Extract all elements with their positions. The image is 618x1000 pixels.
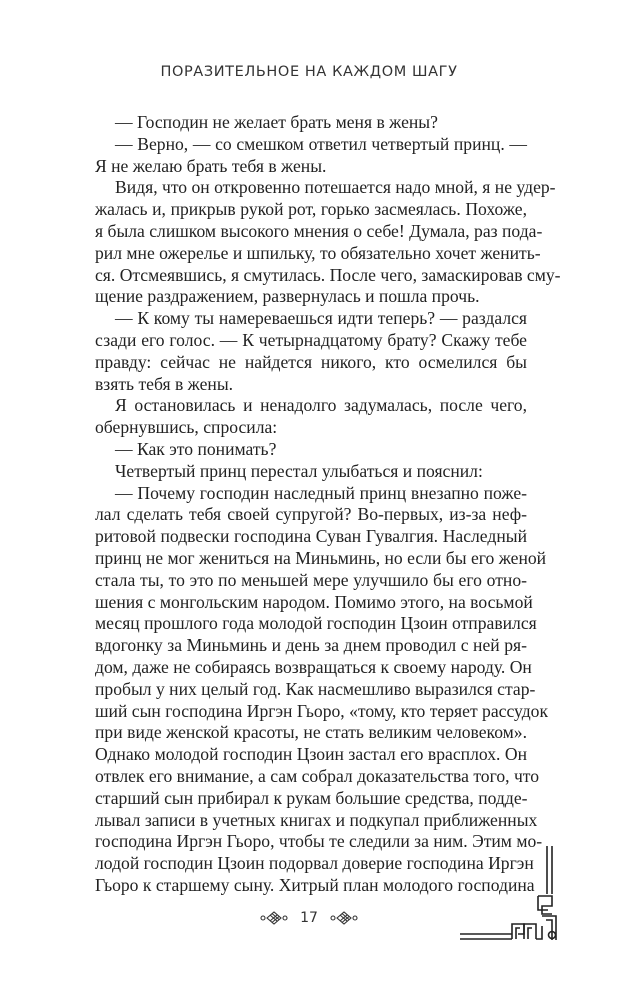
- text-line: старший сын прибирал к рукам большие средства, подде-: [95, 787, 528, 808]
- text-line: ся. Отсмеявшись, я смутилась. После чего, замаскировав сму-: [95, 264, 561, 285]
- text-line: принц не мог жениться на Миньминь, но если бы его женой: [95, 547, 547, 568]
- text-line: при виде женской красоты, не стать великим человеком».: [95, 722, 527, 743]
- corner-ornament-icon: [460, 844, 570, 944]
- text-line: Гьоро к старшему сыну. Хитрый план молодого господина: [95, 874, 535, 895]
- text-line: — К кому ты намереваешься идти теперь? — раздался: [115, 308, 527, 329]
- text-line: жалась и, прикрыв рукой рот, горько засмеялась. Похоже,: [95, 199, 527, 220]
- page-number: 17: [300, 910, 318, 926]
- running-title: ПОРАЗИТЕЛЬНОЕ НА КАЖДОМ ШАГУ: [160, 64, 458, 80]
- text-line: господина Иргэн Гьоро, чтобы те следили за ним. Этим мо-: [95, 831, 543, 852]
- text-line: правду: сейчас не найдется никого, кто осмелился бы: [95, 351, 527, 372]
- text-line: лывал записи в учетных книгах и подкупал приближенных: [95, 809, 538, 830]
- text-line: я была слишком высокого мнения о себе! Думала, раз пода-: [95, 220, 543, 241]
- text-line: Видя, что он откровенно потешается надо мной, я не удер-: [115, 177, 556, 198]
- text-line: рил мне ожерелье и шпильку, то обязательно хочет женить-: [95, 242, 541, 263]
- text-line: сзади его голос. — К четырнадцатому брату? Скажу тебе: [95, 329, 527, 350]
- text-line: обернувшись, спросила:: [95, 417, 278, 438]
- text-line: взять тебя в жены.: [95, 373, 234, 394]
- text-line: ритовой подвески господина Суван Гувалгия. Наследный: [95, 526, 527, 547]
- knot-ornament-left-icon: [260, 910, 288, 926]
- text-line: — Как это понимать?: [115, 438, 277, 459]
- text-line: Однако молодой господин Цзоин застал его врасплох. Он: [95, 744, 527, 765]
- text-line: месяц прошлого года молодой господин Цзоин отправился: [95, 613, 537, 634]
- text-line: щение раздражением, развернулась и пошла прочь.: [95, 286, 480, 307]
- text-line: Четвертый принц перестал улыбаться и пояснил:: [115, 460, 483, 481]
- text-line: лодой господин Цзоин подорвал доверие господина Иргэн: [95, 853, 534, 874]
- text-line: Я остановилась и ненадолго задумалась, после чего,: [115, 395, 527, 416]
- knot-ornament-right-icon: [330, 910, 358, 926]
- text-line: — Господин не желает брать меня в жены?: [115, 112, 438, 132]
- text-line: стала ты, то это по меньшей мере улучшило бы его отно-: [95, 569, 527, 590]
- text-line: — Верно, — со смешком ответил четвертый принц. —: [115, 133, 527, 154]
- text-line: Я не желаю брать тебя в жены.: [95, 155, 327, 176]
- body-text: [95, 112, 561, 897]
- text-line: пробыл у них целый год. Как насмешливо выразился стар-: [95, 678, 536, 699]
- text-line: дом, даже не собираясь возвращаться к своему народу. Он: [95, 656, 532, 677]
- text-line: ший сын господина Иргэн Гьоро, «тому, кто теряет рассудок: [95, 700, 549, 721]
- text-line: вдогонку за Миньминь и день за днем проводил с ней ря-: [95, 635, 527, 656]
- text-line: лал сделать тебя своей супругой? Во-первых, из-за неф-: [95, 504, 527, 525]
- text-line: отвлек его внимание, а сам собрал доказательства того, что: [95, 765, 540, 786]
- text-line: — Почему господин наследный принц внезапно поже-: [115, 482, 527, 503]
- text-line: шения с монгольским народом. Помимо этого, на восьмой: [95, 591, 533, 612]
